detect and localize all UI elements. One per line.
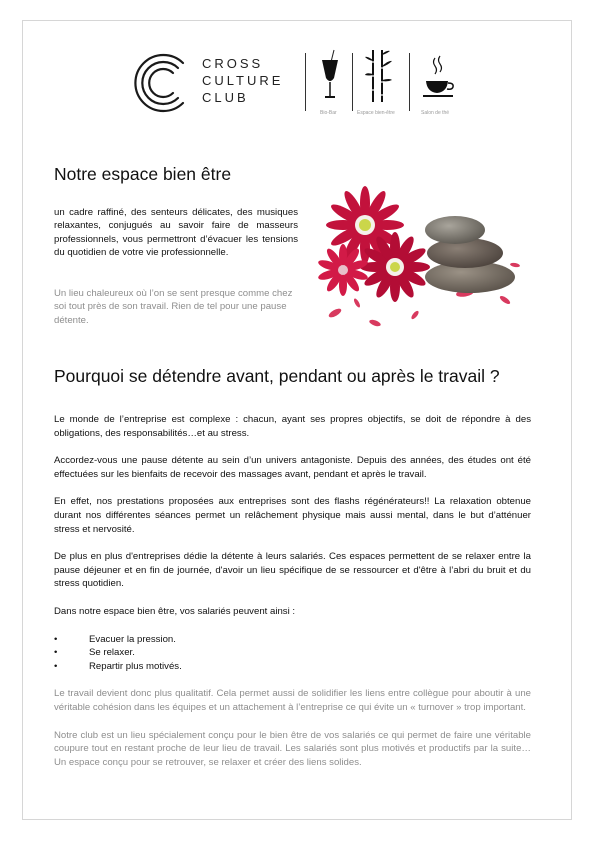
cross-culture-club-logo bbox=[133, 51, 191, 115]
header-divider bbox=[305, 53, 306, 111]
paragraph: De plus en plus d'entreprises dédie la détente à leurs salariés. Ces espaces permettent de se relaxer entre la pause déjeuner et en fin de journée, d'avoir un lieu spécifique de se ressourcer et d'être à l’abri du bruit et du stress quotidien. bbox=[54, 551, 531, 590]
bullet: • bbox=[54, 647, 58, 659]
section-title: Pourquoi se détendre avant, pendant ou après le travail ? bbox=[54, 366, 500, 386]
paragraph: Le monde de l’entreprise est complexe : chacun, ayant ses propres objectifs, se doit de répondre à des obligations, des responsabilités…et au stress. bbox=[54, 414, 531, 439]
note-paragraph: Un lieu chaleureux où l’on se sent presque comme chez soi tout près de son travail. Rien de tel pour une pause détente. bbox=[54, 288, 293, 326]
brand-name bbox=[202, 55, 283, 106]
closing-paragraph: Le travail devient donc plus qualitatif. Cela permet aussi de solidifier les liens entre collègue pour aboutir à une véritable cohésion dans les équipes et un attachement à l’entreprise ce qui évite un « turnover » trop important. bbox=[54, 688, 531, 713]
list-item bbox=[54, 633, 531, 647]
list-item-text: Repartir plus motivés. bbox=[89, 660, 182, 672]
intro-paragraph: un cadre raffiné, des senteurs délicates, des musiques relaxantes, conjugués au savoir faire de masseurs professionnels, vous permettront d’évacuer les tensions du quotidien de votre vie professionnelle. bbox=[54, 207, 298, 259]
brand-line-3: CLUB bbox=[202, 90, 249, 105]
list-item-text: Evacuer la pression. bbox=[89, 633, 176, 645]
list-item bbox=[54, 660, 531, 674]
bullet: • bbox=[54, 633, 58, 645]
section-title: Notre espace bien être bbox=[54, 164, 232, 184]
header-divider bbox=[352, 53, 353, 111]
brand-line-1: CROSS bbox=[202, 56, 264, 71]
bullet: • bbox=[54, 660, 58, 672]
benefits-list bbox=[54, 633, 531, 674]
list-item bbox=[54, 646, 531, 660]
spa-flowers-stones-image bbox=[305, 185, 525, 335]
nav-salon-label[interactable]: Salon de thé bbox=[421, 110, 450, 116]
teacup-icon[interactable] bbox=[422, 48, 456, 106]
nav-espace-label[interactable]: Espace bien-être bbox=[357, 110, 395, 116]
list-item-text: Se relaxer. bbox=[89, 647, 135, 659]
header-divider bbox=[409, 53, 410, 111]
cocktail-glass-icon[interactable] bbox=[318, 48, 342, 106]
paragraph: En effet, nos prestations proposées aux entreprises sont des flashs régénérateurs!! La relaxation obtenue durant nos différentes séances permet un relâchement physique mais aussi mental, dans le but d’atténuer stress et nervosité. bbox=[54, 496, 531, 535]
closing-paragraph: Notre club est un lieu spécialement conçu pour le bien être de vos salariés ce qui permet de faire une véritable coupure tout en restant proche de leur lieu de travail. Les salariés sont plus motivés et productifs par la suite…Un espace conçu pour se retrouver, se relaxer et créer des liens solides. bbox=[54, 729, 531, 768]
paragraph: Accordez-vous une pause détente au sein d’un univers antagoniste. Depuis des années, des études ont été effectuées sur les bienfaits de recevoir des massages avant, pendant et après le travail. bbox=[54, 455, 531, 480]
brand-line-2: CULTURE bbox=[202, 73, 284, 88]
article-body bbox=[54, 413, 531, 783]
bamboo-icon[interactable] bbox=[364, 48, 394, 106]
paragraph: Dans notre espace bien être, vos salariés peuvent ainsi : bbox=[54, 605, 296, 617]
nav-bio-bar-label[interactable]: Bio-Bar bbox=[320, 110, 337, 116]
